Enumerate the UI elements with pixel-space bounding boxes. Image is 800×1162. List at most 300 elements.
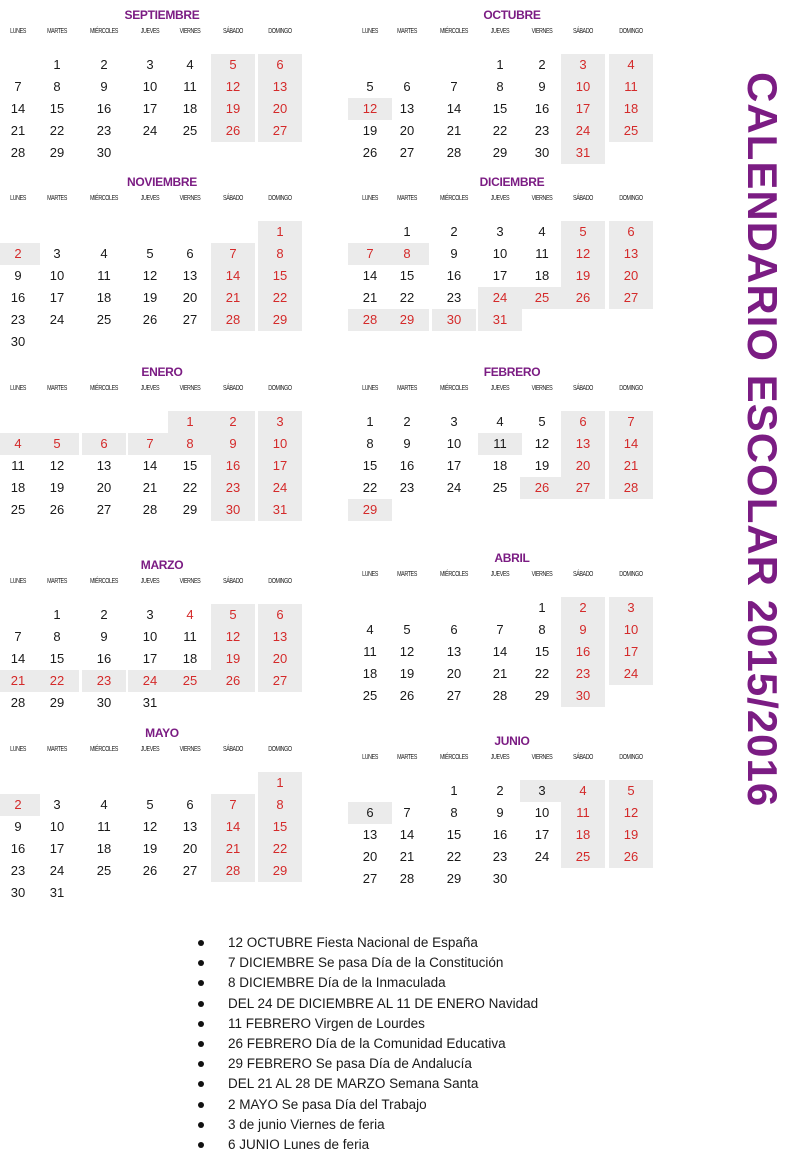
holiday-note-item <box>198 1074 538 1094</box>
weekday-label: JUEVES <box>490 569 510 578</box>
day-cell: 25 <box>561 846 605 868</box>
month-febrero <box>350 365 674 545</box>
weekday-label: LUNES <box>362 26 378 35</box>
weekday-label: MARTES <box>397 752 417 761</box>
month-marzo <box>0 558 324 738</box>
day-cell: 22 <box>534 666 550 681</box>
day-cell: 16 <box>96 651 112 666</box>
day-cell: 8 <box>538 622 546 637</box>
day-cell: 24 <box>446 480 462 495</box>
day-cell: 2 <box>561 597 605 619</box>
bullet-icon <box>198 980 204 986</box>
day-cell: 16 <box>96 101 112 116</box>
holiday-notes-list <box>198 933 538 1155</box>
day-cell: 14 <box>609 433 653 455</box>
day-cell: 6 <box>561 411 605 433</box>
day-cell: 8 <box>450 805 458 820</box>
day-cell: 1 <box>450 783 458 798</box>
day-cell: 3 <box>520 780 564 802</box>
day-cell: 27 <box>258 670 302 692</box>
holiday-note-text: 29 FEBRERO Se pasa Día de Andalucía <box>228 1056 472 1072</box>
weekday-label: MARTES <box>47 193 67 202</box>
weekday-label: DOMINGO <box>619 193 643 202</box>
holiday-note-item <box>198 933 538 953</box>
bullet-icon <box>198 1122 204 1128</box>
holiday-note-text: DEL 24 DE DICIEMBRE AL 11 DE ENERO Navidad <box>228 995 539 1011</box>
weekday-label: LUNES <box>10 576 26 585</box>
day-cell: 28 <box>10 695 26 710</box>
day-cell: 29 <box>258 860 302 882</box>
month-title: DICIEMBRE <box>479 175 545 189</box>
day-cell: 12 <box>211 76 255 98</box>
day-cell: 12 <box>142 819 158 834</box>
day-cell: 24 <box>609 663 653 685</box>
day-cell: 29 <box>49 695 65 710</box>
weekday-label: DOMINGO <box>268 383 292 392</box>
day-cell: 3 <box>146 607 154 622</box>
day-cell: 15 <box>258 265 302 287</box>
day-cell: 22 <box>258 838 302 860</box>
day-cell: 23 <box>96 123 112 138</box>
day-cell: 20 <box>182 841 198 856</box>
weekday-label: SÁBADO <box>223 193 243 202</box>
day-cell: 2 <box>100 607 108 622</box>
day-cell: 21 <box>609 455 653 477</box>
day-cell: 29 <box>385 309 429 331</box>
day-cell: 31 <box>561 142 605 164</box>
day-cell: 19 <box>609 824 653 846</box>
day-cell: 5 <box>366 79 374 94</box>
day-cell: 1 <box>403 224 411 239</box>
day-cell: 17 <box>609 641 653 663</box>
day-cell: 8 <box>258 243 302 265</box>
weekday-label: MIÉRCOLES <box>440 193 468 202</box>
day-cell: 6 <box>609 221 653 243</box>
day-cell: 27 <box>446 688 462 703</box>
day-cell: 12 <box>534 436 550 451</box>
day-cell: 4 <box>100 246 108 261</box>
day-cell: 6 <box>450 622 458 637</box>
day-cell: 19 <box>211 648 255 670</box>
weekday-label: SÁBADO <box>573 752 593 761</box>
weekday-label: JUEVES <box>490 752 510 761</box>
day-cell: 9 <box>450 246 458 261</box>
weekday-label: LUNES <box>10 383 26 392</box>
day-cell: 30 <box>96 695 112 710</box>
day-cell: 28 <box>211 309 255 331</box>
weekday-label: DOMINGO <box>268 744 292 753</box>
day-cell: 17 <box>142 651 158 666</box>
day-cell: 2 <box>403 414 411 429</box>
day-cell: 24 <box>49 312 65 327</box>
day-cell: 21 <box>399 849 415 864</box>
day-cell: 6 <box>186 246 194 261</box>
month-abril <box>350 551 674 731</box>
month-title: FEBRERO <box>483 365 541 379</box>
day-cell: 13 <box>609 243 653 265</box>
day-cell: 25 <box>609 120 653 142</box>
day-cell: 14 <box>142 458 158 473</box>
day-cell: 13 <box>362 827 378 842</box>
day-cell: 25 <box>362 688 378 703</box>
day-cell: 28 <box>609 477 653 499</box>
day-cell: 19 <box>142 290 158 305</box>
day-cell: 30 <box>10 885 26 900</box>
day-cell: 15 <box>258 816 302 838</box>
day-cell: 18 <box>96 841 112 856</box>
day-cell: 22 <box>399 290 415 305</box>
day-cell: 11 <box>561 802 605 824</box>
weekday-label: LUNES <box>362 569 378 578</box>
day-cell: 1 <box>366 414 374 429</box>
day-cell: 11 <box>183 79 197 94</box>
day-cell: 1 <box>258 772 302 794</box>
day-cell: 13 <box>182 819 198 834</box>
day-cell: 13 <box>258 626 302 648</box>
weekday-label: JUEVES <box>490 383 510 392</box>
day-cell: 29 <box>534 688 550 703</box>
holiday-note-item <box>198 1135 538 1155</box>
day-cell: 9 <box>100 629 108 644</box>
day-cell: 21 <box>0 670 40 692</box>
day-cell: 28 <box>492 688 508 703</box>
day-cell: 5 <box>211 54 255 76</box>
day-cell: 3 <box>609 597 653 619</box>
day-cell: 6 <box>403 79 411 94</box>
holiday-note-text: DEL 21 AL 28 DE MARZO Semana Santa <box>228 1076 479 1092</box>
day-cell: 20 <box>399 123 415 138</box>
day-cell: 28 <box>10 145 26 160</box>
weekday-label: VIERNES <box>179 383 201 392</box>
day-cell: 14 <box>10 651 26 666</box>
day-cell: 5 <box>538 414 546 429</box>
weekday-label: JUEVES <box>140 193 160 202</box>
day-cell: 17 <box>258 455 302 477</box>
day-cell: 15 <box>362 458 378 473</box>
day-cell: 23 <box>399 480 415 495</box>
day-cell: 14 <box>10 101 26 116</box>
day-cell: 22 <box>182 480 198 495</box>
weekday-label: MIÉRCOLES <box>90 576 118 585</box>
day-cell: 3 <box>258 411 302 433</box>
day-cell: 10 <box>49 819 65 834</box>
day-cell: 27 <box>362 871 378 886</box>
weekday-label: VIERNES <box>531 383 553 392</box>
day-cell: 12 <box>49 458 65 473</box>
day-cell: 22 <box>446 849 462 864</box>
day-cell: 2 <box>211 411 255 433</box>
day-cell: 8 <box>496 79 504 94</box>
day-cell: 4 <box>0 433 40 455</box>
day-cell: 14 <box>492 644 508 659</box>
day-cell: 26 <box>142 312 158 327</box>
day-cell: 20 <box>258 98 302 120</box>
day-cell: 27 <box>96 502 112 517</box>
day-cell: 13 <box>258 76 302 98</box>
holiday-note-text: 3 de junio Viernes de feria <box>228 1116 385 1132</box>
day-cell: 12 <box>142 268 158 283</box>
day-cell: 15 <box>49 651 65 666</box>
day-cell: 30 <box>432 309 476 331</box>
day-cell: 3 <box>561 54 605 76</box>
weekday-label: JUEVES <box>140 744 160 753</box>
holiday-note-text: 8 DICIEMBRE Día de la Inmaculada <box>228 975 446 991</box>
day-cell: 10 <box>446 436 462 451</box>
weekday-label: MARTES <box>397 383 417 392</box>
day-cell: 20 <box>446 666 462 681</box>
day-cell: 8 <box>53 79 61 94</box>
day-cell: 24 <box>534 849 550 864</box>
day-cell: 10 <box>492 246 508 261</box>
day-cell: 17 <box>446 458 462 473</box>
weekday-label: MIÉRCOLES <box>440 383 468 392</box>
day-cell: 15 <box>534 644 550 659</box>
day-cell: 2 <box>100 57 108 72</box>
day-cell: 5 <box>35 433 79 455</box>
holiday-note-item <box>198 1095 538 1115</box>
day-cell: 31 <box>49 885 65 900</box>
day-cell: 14 <box>211 265 255 287</box>
month-title: NOVIEMBRE <box>127 175 197 189</box>
day-cell: 15 <box>49 101 65 116</box>
weekday-label: MIÉRCOLES <box>440 26 468 35</box>
day-cell: 18 <box>492 458 508 473</box>
day-cell: 23 <box>561 663 605 685</box>
day-cell: 26 <box>561 287 605 309</box>
day-cell: 28 <box>399 871 415 886</box>
day-cell: 20 <box>609 265 653 287</box>
day-cell: 24 <box>142 123 158 138</box>
bullet-icon <box>198 1021 204 1027</box>
day-cell: 27 <box>182 863 198 878</box>
day-cell: 18 <box>182 101 198 116</box>
weekday-label: VIERNES <box>531 26 553 35</box>
weekday-label: SÁBADO <box>223 576 243 585</box>
day-cell: 9 <box>14 268 22 283</box>
day-cell: 8 <box>53 629 61 644</box>
bullet-icon <box>198 1102 204 1108</box>
weekday-label: JUEVES <box>140 26 160 35</box>
weekday-label: LUNES <box>362 752 378 761</box>
day-cell: 22 <box>35 670 79 692</box>
day-cell: 7 <box>403 805 411 820</box>
weekday-label: VIERNES <box>531 193 553 202</box>
weekday-label: MARTES <box>397 569 417 578</box>
day-cell: 19 <box>399 666 415 681</box>
month-title: MARZO <box>140 558 184 572</box>
weekday-label: MARTES <box>47 26 67 35</box>
holiday-note-text: 11 FEBRERO Virgen de Lourdes <box>228 1015 425 1031</box>
weekday-label: VIERNES <box>179 193 201 202</box>
weekday-label: LUNES <box>362 383 378 392</box>
day-cell: 18 <box>362 666 378 681</box>
month-title: ABRIL <box>494 551 530 565</box>
day-cell: 21 <box>10 123 26 138</box>
day-cell: 17 <box>142 101 158 116</box>
weekday-label: LUNES <box>10 744 26 753</box>
weekday-label: DOMINGO <box>619 569 643 578</box>
day-cell: 17 <box>534 827 550 842</box>
day-cell: 26 <box>49 502 65 517</box>
day-cell: 5 <box>211 604 255 626</box>
day-cell: 2 <box>0 794 40 816</box>
day-cell: 17 <box>561 98 605 120</box>
day-cell: 9 <box>100 79 108 94</box>
day-cell: 1 <box>538 600 546 615</box>
weekday-label: MARTES <box>47 383 67 392</box>
day-cell: 25 <box>96 312 112 327</box>
weekday-label: VIERNES <box>179 576 201 585</box>
day-cell: 30 <box>10 334 26 349</box>
day-cell: 9 <box>14 819 22 834</box>
day-cell: 26 <box>211 670 255 692</box>
day-cell: 28 <box>142 502 158 517</box>
weekday-label: MIÉRCOLES <box>440 752 468 761</box>
day-cell: 30 <box>492 871 508 886</box>
day-cell: 6 <box>348 802 392 824</box>
day-cell: 6 <box>186 797 194 812</box>
holiday-note-text: 6 JUNIO Lunes de feria <box>228 1136 370 1152</box>
month-mayo <box>0 726 324 906</box>
day-cell: 7 <box>348 243 392 265</box>
month-title: MAYO <box>145 726 179 740</box>
day-cell: 13 <box>96 458 112 473</box>
day-cell: 29 <box>49 145 65 160</box>
day-cell: 21 <box>362 290 378 305</box>
day-cell: 25 <box>492 480 508 495</box>
day-cell: 5 <box>609 780 653 802</box>
day-cell: 18 <box>10 480 26 495</box>
bullet-icon <box>198 1081 204 1087</box>
day-cell: 23 <box>82 670 126 692</box>
day-cell: 14 <box>446 101 462 116</box>
day-cell: 3 <box>450 414 458 429</box>
day-cell: 20 <box>362 849 378 864</box>
month-enero <box>0 365 324 545</box>
month-title: SEPTIEMBRE <box>124 8 200 22</box>
day-cell: 27 <box>182 312 198 327</box>
day-cell: 14 <box>399 827 415 842</box>
day-cell: 16 <box>492 827 508 842</box>
day-cell: 13 <box>561 433 605 455</box>
day-cell: 10 <box>142 79 158 94</box>
weekday-label: SÁBADO <box>573 569 593 578</box>
day-cell: 3 <box>53 797 61 812</box>
day-cell: 23 <box>10 312 26 327</box>
day-cell: 5 <box>403 622 411 637</box>
day-cell: 4 <box>366 622 374 637</box>
day-cell: 13 <box>446 644 462 659</box>
month-junio <box>350 734 674 914</box>
day-cell: 31 <box>142 695 158 710</box>
day-cell: 17 <box>492 268 508 283</box>
day-cell: 7 <box>14 629 22 644</box>
day-cell: 26 <box>362 145 378 160</box>
day-cell: 21 <box>446 123 462 138</box>
weekday-label: SÁBADO <box>223 744 243 753</box>
bullet-icon <box>198 960 204 966</box>
day-cell: 10 <box>534 805 550 820</box>
day-cell: 29 <box>446 871 462 886</box>
day-cell: 3 <box>53 246 61 261</box>
day-cell: 7 <box>14 79 22 94</box>
day-cell: 5 <box>146 246 154 261</box>
day-cell: 18 <box>534 268 550 283</box>
day-cell: 25 <box>10 502 26 517</box>
day-cell: 20 <box>182 290 198 305</box>
weekday-label: MIÉRCOLES <box>90 744 118 753</box>
holiday-note-item <box>198 1014 538 1034</box>
weekday-label: DOMINGO <box>268 576 292 585</box>
weekday-label: JUEVES <box>490 193 510 202</box>
day-cell: 4 <box>538 224 546 239</box>
day-cell: 24 <box>561 120 605 142</box>
day-cell: 20 <box>96 480 112 495</box>
day-cell: 16 <box>399 458 415 473</box>
day-cell: 26 <box>399 688 415 703</box>
day-cell: 20 <box>561 455 605 477</box>
day-cell: 8 <box>385 243 429 265</box>
day-cell: 25 <box>96 863 112 878</box>
day-cell: 28 <box>211 860 255 882</box>
weekday-label: SÁBADO <box>573 193 593 202</box>
day-cell: 25 <box>168 670 212 692</box>
day-cell: 15 <box>182 458 198 473</box>
weekday-label: LUNES <box>10 26 26 35</box>
day-cell: 13 <box>399 101 415 116</box>
holiday-note-item <box>198 1034 538 1054</box>
day-cell: 21 <box>492 666 508 681</box>
day-cell: 25 <box>182 123 198 138</box>
day-cell: 12 <box>211 626 255 648</box>
day-cell: 27 <box>258 120 302 142</box>
weekday-label: VIERNES <box>531 752 553 761</box>
day-cell: 23 <box>492 849 508 864</box>
day-cell: 15 <box>399 268 415 283</box>
day-cell: 5 <box>146 797 154 812</box>
weekday-label: MIÉRCOLES <box>90 193 118 202</box>
day-cell: 31 <box>478 309 522 331</box>
day-cell: 16 <box>211 455 255 477</box>
day-cell: 18 <box>96 290 112 305</box>
holiday-note-text: 26 FEBRERO Día de la Comunidad Educativa <box>228 1035 506 1051</box>
day-cell: 22 <box>258 287 302 309</box>
day-cell: 14 <box>362 268 378 283</box>
day-cell: 14 <box>211 816 255 838</box>
day-cell: 24 <box>478 287 522 309</box>
weekday-label: DOMINGO <box>268 26 292 35</box>
day-cell: 12 <box>348 98 392 120</box>
weekday-label: MARTES <box>397 26 417 35</box>
vertical-title: CALENDARIO ESCOLAR 2015/2016 <box>739 72 786 808</box>
day-cell: 3 <box>496 224 504 239</box>
day-cell: 19 <box>211 98 255 120</box>
day-cell: 29 <box>492 145 508 160</box>
day-cell: 12 <box>399 644 415 659</box>
day-cell: 1 <box>53 57 61 72</box>
day-cell: 28 <box>446 145 462 160</box>
day-cell: 10 <box>49 268 65 283</box>
day-cell: 17 <box>49 841 65 856</box>
day-cell: 7 <box>450 79 458 94</box>
day-cell: 7 <box>609 411 653 433</box>
weekday-label: LUNES <box>362 193 378 202</box>
day-cell: 27 <box>609 287 653 309</box>
day-cell: 10 <box>561 76 605 98</box>
weekday-label: DOMINGO <box>619 752 643 761</box>
day-cell: 1 <box>258 221 302 243</box>
day-cell: 7 <box>128 433 172 455</box>
